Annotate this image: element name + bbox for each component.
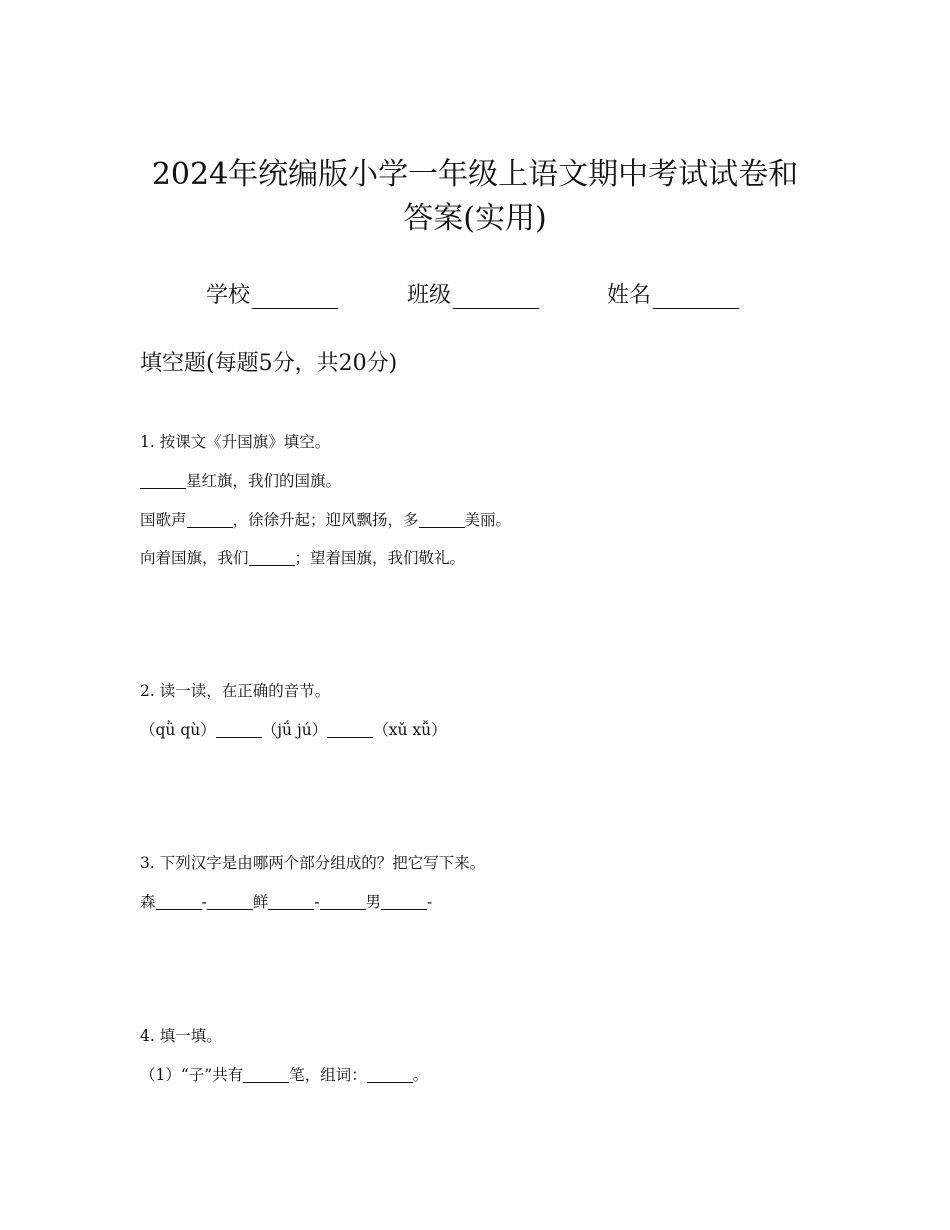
school-label: 学校 (206, 283, 251, 308)
school-blank[interactable] (252, 286, 338, 309)
dash: - (201, 893, 207, 911)
answer-blank[interactable] (207, 891, 253, 910)
name-blank[interactable] (653, 286, 739, 309)
answer-blank[interactable] (216, 719, 262, 738)
char-2: 鲜 (252, 893, 269, 911)
student-info-row (0, 278, 950, 308)
q4-text-c: 。 (412, 1066, 429, 1084)
answer-blank[interactable] (367, 1064, 413, 1083)
q4-stem: 4. 填一填。 (140, 1027, 222, 1045)
q1-line2 (140, 509, 511, 531)
q1-line3-text-a: 向着国旗，我们 (140, 549, 249, 567)
q1-line1 (140, 470, 341, 492)
q1-line2-text-a: 国歌声 (140, 511, 187, 529)
answer-blank[interactable] (156, 891, 202, 910)
answer-blank[interactable] (243, 1064, 289, 1083)
document-title-line1: 2024年统编版小学一年级上语文期中考试试卷和 (151, 157, 799, 192)
q4-line1 (140, 1064, 428, 1086)
answer-blank[interactable] (419, 509, 465, 528)
name-field (607, 278, 739, 309)
pinyin-option-2: （jǘ jú） (261, 721, 328, 739)
answer-blank[interactable] (320, 891, 366, 910)
q4-text-a: （1）“子”共有 (140, 1066, 244, 1084)
name-label: 姓名 (607, 283, 652, 308)
school-field (206, 278, 338, 309)
q2-stem: 2. 读一读，在正确的音节。 (140, 682, 331, 700)
char-1: 森 (140, 893, 156, 911)
dash: - (427, 893, 433, 911)
dash: - (314, 893, 320, 911)
char-3: 男 (365, 893, 382, 911)
answer-blank[interactable] (249, 547, 295, 566)
q1-line1-text: 星红旗，我们的国旗。 (186, 472, 342, 490)
q2-line1 (140, 719, 447, 741)
class-field (407, 278, 539, 309)
answer-blank[interactable] (327, 719, 373, 738)
class-blank[interactable] (453, 286, 539, 309)
document-title-line2: 答案(实用) (403, 201, 547, 236)
answer-blank[interactable] (140, 470, 186, 489)
pinyin-option-1: （qǜ qù） (140, 721, 216, 739)
class-label: 班级 (407, 283, 452, 308)
q3-stem: 3. 下列汉字是由哪两个部分组成的？把它写下来。 (140, 854, 486, 872)
answer-blank[interactable] (381, 891, 427, 910)
q1-line2-text-b: ，徐徐升起；迎风飘扬，多 (232, 511, 419, 529)
q1-line2-text-c: 美丽。 (464, 511, 512, 529)
q3-line1 (140, 891, 432, 913)
pinyin-option-3: （xǔ xǚ） (373, 721, 447, 739)
q1-line3 (140, 547, 465, 569)
q1-line3-text-b: ；望着国旗，我们敬礼。 (294, 549, 466, 567)
answer-blank[interactable] (187, 509, 233, 528)
q1-stem: 1. 按课文《升国旗》填空。 (140, 433, 331, 451)
section-heading: 填空题(每题5分，共20分) (140, 351, 398, 376)
answer-blank[interactable] (268, 891, 314, 910)
q4-text-b: 笔，组词： (289, 1066, 367, 1084)
